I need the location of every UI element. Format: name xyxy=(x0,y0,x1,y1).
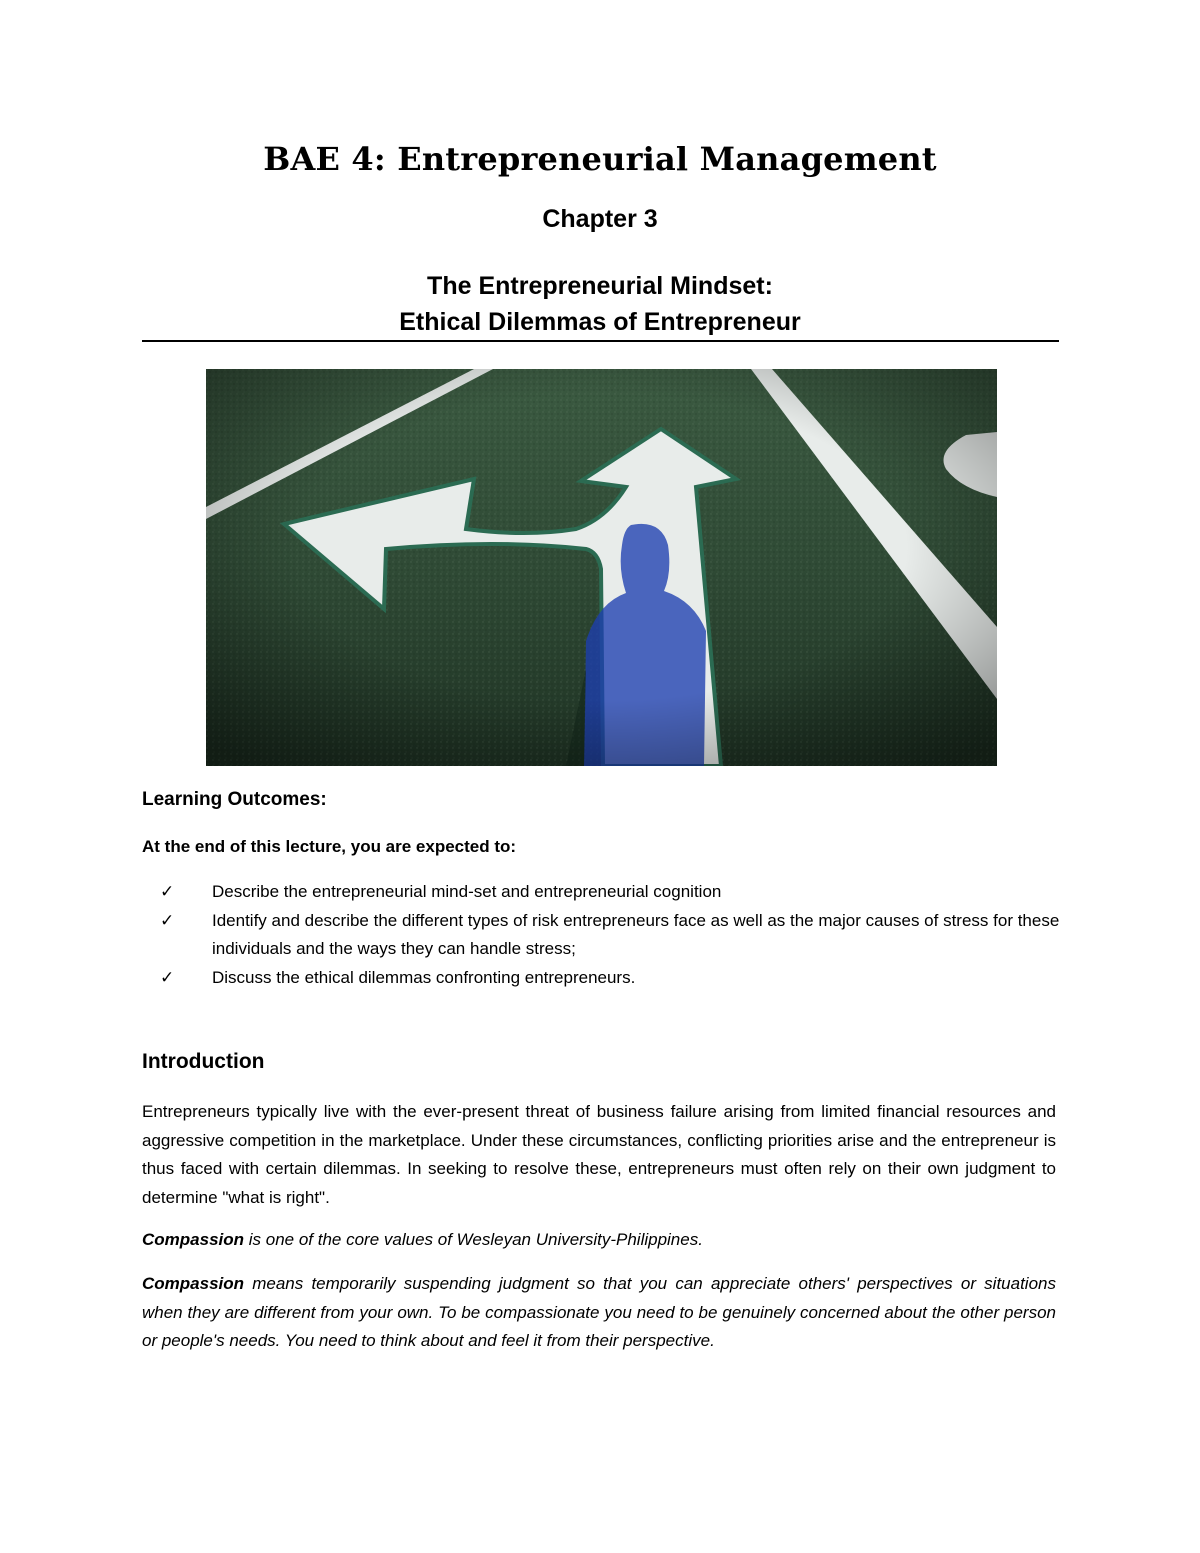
outcome-text: Identify and describe the different types of risk entrepreneurs face as well as the major causes of stress for these individuals and the ways they can handle stress; xyxy=(212,910,1060,958)
check-icon: ✓ xyxy=(160,882,175,901)
compassion-definition-text: means temporarily suspending judgment so that you can appreciate others' perspectives or situations when they are different from your own. To be compassionate you need to be genuinely concerned about the other person or people's needs. You need to think about and feel it from their perspective. xyxy=(142,1274,1056,1350)
subtitle-line-1: The Entrepreneurial Mindset: xyxy=(427,272,773,300)
road-arrows-photo xyxy=(206,369,997,766)
check-icon: ✓ xyxy=(160,910,175,930)
list-item xyxy=(160,878,1060,907)
title-divider xyxy=(142,340,1059,342)
compassion-term: Compassion xyxy=(142,1274,245,1293)
chapter-subtitle xyxy=(0,268,1200,340)
outcome-text: Discuss the ethical dilemmas confronting entrepreneurs. xyxy=(212,967,636,987)
check-icon: ✓ xyxy=(160,967,175,987)
compassion-term: Compassion xyxy=(142,1230,245,1249)
document-title: BAE 4: Entrepreneurial Management xyxy=(263,140,937,178)
subtitle-line-2: Ethical Dilemmas of Entrepreneur xyxy=(399,308,801,336)
compassion-definition xyxy=(142,1270,1056,1356)
outcome-text: Describe the entrepreneurial mind-set and entrepreneurial cognition xyxy=(212,882,722,901)
introduction-heading: Introduction xyxy=(142,1050,265,1073)
road-arrows-illustration xyxy=(206,369,997,766)
learning-outcomes-intro: At the end of this lecture, you are expected to: xyxy=(142,837,517,856)
chapter-label: Chapter 3 xyxy=(542,205,658,233)
list-item xyxy=(160,964,1060,993)
photo-vignette xyxy=(206,369,997,766)
list-item xyxy=(160,907,1060,964)
introduction-paragraph: Entrepreneurs typically live with the ever-present threat of business failure arising from limited financial resources and aggressive competition in the marketplace. Under these circumstances, conflicting priorities arise and the entrepreneur is thus faced with certain dilemmas. In seeking to resolve these, entrepreneurs must often rely on their own judgment to determine "what is right". xyxy=(142,1102,1056,1207)
compassion-core-value xyxy=(142,1226,1056,1255)
learning-outcomes-heading: Learning Outcomes: xyxy=(142,789,327,810)
compassion-core-value-text: is one of the core values of Wesleyan University-Philippines. xyxy=(244,1230,703,1249)
learning-outcomes-list xyxy=(160,878,1060,992)
